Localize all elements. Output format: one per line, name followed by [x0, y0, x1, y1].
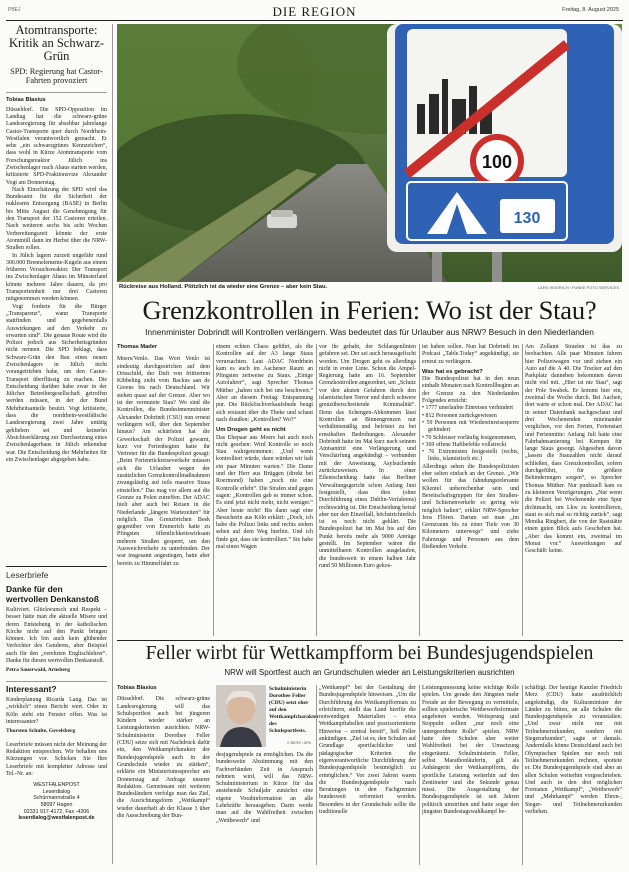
main-col-3 — [319, 344, 416, 570]
main-col-text: Allerdings sehen die Bundespolizisten eher selten einfach an der Grenze. „Wir wollen für das fahndungsrelevante Klientel unberechenbar sein und Bereitschaftsgruppen für den Straßen- und Schienenverkehr so gering wie möglich halten“, erklärt NRW-Sprecher Jens Flören. Darum sei man „im Grenzraum bis zu einer Tiefe von 30 Kilometern unterwegs“ und ziehe Fahrzeuge und Personen aus dem fließenden Verkehr. — [422, 463, 519, 551]
issue-date: Freitag, 8. August 2025 — [562, 7, 619, 13]
portrait-illustration — [216, 685, 266, 747]
bottom-headline: Feller wirbt für Wettkampfform bei Bundesjugendspielen — [145, 643, 594, 664]
column-divider — [522, 685, 523, 865]
address-line: Leserdialog — [42, 788, 71, 795]
letters-note: Leserbriefe müssen nicht der Meinung der Redaktion entsprechen. Wir behalten uns Kürzungen vor. Schicken Sie Ihre Leserbriefe mit kompletter Adresse und Tel.-Nr. an: — [6, 741, 107, 777]
speed-limit-130: 130 — [513, 210, 541, 227]
bottom-author: Tobias Blasius — [117, 685, 157, 691]
main-col-text: Moers/Venlo. Das Wort Venlo ist eindeutig durchgestrichen auf dem Ortsschild, der Duft von frittiertem Kibbeling zieht vom Backus aan de Greens bis nach Deutschland. Wir stehen quasi auf der Grenze. Aber wo ist der vermutete Stau? Wo sind die Kontrollen, die Bundesinnenminister Alexander Dobrindt (CSU) nun erneut verlängern will, über den September hinaus? Am schärfsten hat die Gewerkschaft der Polizei gewarnt, kurz vor Ferienbeginn hatte ihr Vertreter für die Bundespolizei gesagt: „Beim Ferienrückreiseverkehr müssen sich die Urlauber wegen der zusätzlichen Grenzkontrollmaßnahmen zwangsläufig auf teils massive Staus einstellen.“ Das mag vor allem auf die Grenze zu Polen zutreffen. Der ADAC hielt aber auch bei Reisen in die Niederlande „längere Wartezeiten“ für möglich. Das Grenzörtchen Beek gegenüber von Emmerich hatte zu Pfingsten öffentlichkeitswirksam mehrere Straßen gesperrt, um den Ausweichverkehr zu unterbinden. Der war insgesamt angestiegen, hatte aber bereits zu Himmelfahrt zu — [117, 356, 210, 567]
main-headline: Grenzkontrollen in Ferien: Wo ist der Stau? — [142, 295, 597, 325]
letter2-title: Interessant? — [6, 681, 107, 695]
letter2-body: Kinderplanung Ricarda Lang. Das ist „wirklich“ einen Bericht wert. Oder in Köln steht ein Fenster offen. Was ist interessanter? — [6, 697, 107, 726]
main-col-text: tet haben sollen. Nun hat Dobrindt im Podcast „Table.Today“ angekündigt, sie erneut zu verlängern. — [422, 344, 519, 365]
bottom-col-3 — [319, 685, 416, 816]
bottom-col-4 — [422, 685, 519, 816]
photo-credit: LARS HEIDRICH / FUNKE FOTO SERVICES — [537, 285, 619, 290]
letter2-author: Thorsten Schulte, Gevelsberg — [6, 728, 76, 735]
list-item: • 1777 unerlaubte Einreisen verhindert — [422, 405, 514, 412]
section-title: DIE REGION — [272, 4, 357, 19]
side-body — [6, 107, 107, 465]
photo-illustration — [117, 24, 622, 282]
main-col-5 — [525, 344, 622, 556]
speed-limit-100: 100 — [481, 152, 513, 172]
main-col-text: Die Bundespolizei hat in den neun einhalb Monaten nach Kontrollbeginn an der Grenze zu den Niederlanden Folgendes erreicht: — [422, 376, 519, 405]
column-divider — [419, 685, 420, 865]
address-line: 02331 917-4172, Fax -4206 — [23, 808, 90, 815]
column-divider — [316, 685, 317, 865]
side-subhead: SPD: Regierung hat Castor-Fahrten provoziert — [10, 66, 103, 86]
main-col-1 — [117, 344, 210, 568]
portrait-credit: © BERG / DPA — [287, 741, 311, 745]
main-col-text: Am Zollamt Straelen ist das zu beobachten. Alle paar Minuten fahren hier Polizeiwagen vor und ziehen ein Auto auf die A 40. Die Trucker auf den Parkplatz danneben bekommen davon nicht viel mit. „Hier ist nie Stau“, sagt der Pole Swabek. Er kommt hier ein, zweimal die Woche durch. Bei Aachen, dort warte er schon mal. Der ADAC hat in seiner Datenbank nachgeschaut und drei Wochenenden miteinander verglichen, vor den Ferien, Ferienstart und Ferienmitte: Anfang Juli hatte eine Fahrbahnsanierung bei Kempen für lange Staus gesorgt. Abgesehen davon „lassen die Stauzahlen nicht darauf schließen, dass Grenzkontrollen, sofern durchgeführt, für größere Behinderungen sorgen“, so Sprecher Thomas Müther. Nur punktuell kam es zu kleineren Verzögerungen. „Nur wenn die Polizei bei Wochenende eine Spur dichtmacht, um Lkw zu kontrollieren, staut es sich mal so richtig zurück“, sagt Monika Ringbert, die von der Raststätte einen guten Blick aufs Geschehen hat. „Aber das kommt ein, zweimal im Monat vor.“ Auswirkungen auf Geschäft: keine. — [525, 344, 622, 555]
bottom-col-text: Leistungsmessung keine wichtige Rolle spielen. Um gerade den Jüngsten mehr Freude an der Bewegung zu vermitteln, sollten spielerische Wettbewerbsformate angeboten werden. Weitsprung und Stoppuhr sollten „nur noch eine untergeordnete Rolle“ spielen. NRW hatte den Schulen aber weiter Wahlfreiheit bei der Umsetzung eingeräumt. Schulministerin Feller, selbst Marathonläuferin, gilt als Anhängerin der Wettkampfform, die sportliche Leistung weiterhin auf den Zentimeter und die Sekunde genau misst. Die Ausgestaltung der Bundesjugendspiele ist seit Jahren politisch umstritten und hatte sogar den jüngsten Bundestagswahlkampf be- — [422, 685, 519, 816]
main-fact-list — [422, 405, 519, 463]
main-col-4 — [422, 344, 519, 551]
portrait-caption: Schulministerin Dorothee Feller (CDU) setzt eher auf den Wettkampfcharakter des Schulsportfests. — [269, 686, 319, 734]
bottom-col-text: schäftigt. Der heutige Kanzler Friedrich Merz (CDU) hatte ausdrücklich angekündigt, die Kultusminister der Länder zu bitten, an alle Schulen die Bundesjugendspiele zu veranstalten. „Und zwar nicht nur mit Teilnehmerurkunden, sondern mit Siegerurkunden“, sagte er damals. Andernfalls könne Deutschland auch bei Olympischen Spielen nur noch mit Teilnehmerurkunden rechnen, spottete er. Die Bundesjugendspiele sind aber an allen Schulen weiterhin vorgeschrieben. Und auch in den drei möglichen Formaten „Wettkampf“, „Wettbewerb“ und „Mehrkampf“ werden Ehren-, Sieger- und Teilnehmerurkunden verliehen. — [525, 685, 622, 816]
letters-section-label: Leserbriefe — [6, 566, 107, 580]
list-item: • 70 Schleuser vorläufig festgenommen, — [422, 434, 517, 441]
list-item: • 76 Extremisten festgestellt (rechts, links, islamistisch etc.) — [422, 449, 519, 463]
letters-box — [6, 566, 107, 822]
main-col-text: vor ihr gehabt, der Schlangenlinien gefahren sei. Der sei auch herausgefischt worden. Um Drogen geht es allerdings nicht in erster Linie. Schon die Ampel-Regierung hatte am 16. September Grenzkontrollen angeordnet, um „Schutz vor den akuten Gefahren durch den islamistischen Terror und durch schwere grenzüberschreitende Kriminalität“. Denn das Schengen-Abkommen lässt Kontrollen an Binnengrenzen nur verhältnismäßig und befristet zu bei ernsthaften Bedrohungen. Alexander Dobrindt hatte im Mai kurz nach seinem Amtsantritt eine Verlängerung und Verschärfung angekündigt – verbunden mit der Anweisung, Asylsuchende zurückzuweisen. In einer Eilentscheidung hatte das Berliner Verwaltungsgericht schon Anfang Juni festgestellt, dass dies (ohne Durchführung eines Dublin-Verfahrens) rechtswidrig ist. Die Entscheidung betraf aber nur den Einzelfall, höchstrichterlich ist es noch nicht geklärt. Die Bundespolizei hat im Mai bis auf den Punkt bereits mehr als 9000 Anträge gestellt. Im September wären die unmittelbaren Kontrollen ausgelaufen, die bundesweit in einem halben Jahr rund 50 Millionen Euro gekos- — [319, 344, 416, 569]
address-line: 58097 Hagen — [40, 801, 73, 808]
main-subhead: Innenminister Dobrindt will Kontrollen verlängern. Was bedeutet das für Urlauber aus NRW? Besuch in den Niederlanden — [145, 327, 594, 337]
column-divider — [213, 344, 214, 636]
letters-address — [6, 782, 107, 822]
side-paragraph: In Jülich lagern zurzeit ungefähr rund 300.000 Brennelemente-Kugeln aus einem früheren Versuchsreaktor. Der Transport ins Zwischenlager Ahaus im Münsterland könnte mehrere Jahre dauern, da pro Transporteinheit nur drei Castoren mitgenommen werden können. — [6, 252, 107, 303]
main-crosshead: Um Drogen geht es nicht — [216, 427, 286, 434]
page-marker: PBEJ — [8, 7, 21, 13]
column-divider — [522, 344, 523, 636]
main-author: Thomas Mader — [117, 344, 158, 350]
side-paragraph: Nach Einschätzung der SPD wird das Bundesamt für die Sicherheit der nuklearen Entsorgung (BASE) in Berlin bis Mitte August die Genehmigung für den Transport der 152 Castoren erteilen. Nach weiteren sechs bis acht Wochen Vorbereitungszeit könnte der erste Atommüll dann im Herbst über die NRW-Straßen rollen. — [6, 186, 107, 252]
header-rule — [6, 20, 623, 21]
address-line: Schürmannstraße 4 — [33, 795, 80, 802]
bottom-col-5 — [525, 685, 622, 816]
bottom-subhead: NRW will Sportfest auch an Grundschulen wieder an Leistungskriterien ausrichten — [224, 668, 515, 677]
column-divider — [316, 344, 317, 636]
bottom-col-text: Düsseldorf. Die schwarz-grüne Landesregierung will das Schulsportfest auch bei jüngeren Kindern wieder stärker an Leistungskriterien ausrichten. NRW-Schulministerin Dorothee Feller (CDU) setze sich mit Nachdruck dafür ein, den Wettkampfcharakter der Bundesjugendspiele auch in der Grundschule wieder zu stärken“, erklärte ein Ministeriumssprecher am Donnerstag auf Anfrage unserer Redaktion. Gemeinsam mit weiteren Bundesländern verfolge man das Ziel, die Ausrichtungsform „Wettkampf“ wieder dauerhaft ab der Klasse 3 über die Ausschreibung der Bun- — [117, 696, 210, 820]
main-col-text: Das Ehepaar aus Moers hat auch noch nicht gesehen: Wird Kontrolle so noch Stau wahrgenommen: „Und wenn kontrolliert würde, dann würden wir halt ein paar Minuten warten.“ Die Dame und der Herr aus Brüggen (direkt bei Roermond) haben „noch nie eine Kontrolle erlebt“. Die Strafen sind gegen sagen: „Kontrollen gab es immer schon. Es sind jetzt nicht mehr, nicht weniger.“ Aber heute nicht! Bis dann sagt eine Besucherin aus Köln erklärt: „Doch, ich habe die Polizei links und rechts stehen sehen auf dem Weg hierhin. Und ich finde gut, dass sie kontrolliert.“ Sie habe mal einen Wagen — [216, 434, 313, 551]
letter1-body: Kultiviert. Glückwunsch und Respekt – besser hätte man die aktuelle Misere und deren Entstehung in der katholischen Kirche nicht auf den Punkt bringen können. Ich bin auch kein glühender Verfechter des Genderns, aber Beispiel auch für den „verehrten Englischlehrer“. Danke für diesen wertvollen Denkanstoß. — [6, 607, 107, 665]
bottom-col-text: „Wettkampf“ bei der Gestaltung der Bundesjugendspiele hinweisen. „Um die Durchführung des Wettkampfformats zu erleichtern, stellt das Land hierfür die notwendigen Materialien – etwa Wettkampftabellen und praxisorientierte Hinweise – zentral bereit“, ließ Feller ankündigen. „Ziel ist es, den Schulen auf Grundlage sportfachlicher und pädagogischer Kriterien die eigenverantwortliche Durchführung der Bundesjugendspiele bestmöglich zu ermöglichen.“ Vor zwei Jahren waren die Bundesjugendspiele nach Beratungen in den Fachgremien bundesweit reformiert worden. Besonders in der Grundschule sollte die traditionelle — [319, 685, 416, 816]
letter1-title: Danke für den wertvollen Denkanstoß — [6, 584, 100, 604]
bottom-col-2 — [216, 752, 313, 825]
side-paragraph: Düsseldorf. Die SPD-Opposition im Landtag hat die schwarz-grüne Landesregierung für absehbar jahrelange Castor-Transporte quer durch Nordrhein-Westfalen verantwortlich gemacht. Er sehe „ein schwarzgrünes Kennzeichen“, dass wohl in Kürze Atomtransporte vom Forschungsreaktor Jülich ins Zwischenlager nach Ahaus starten werden, kritisierte SPD-Fraktionsvize Alexander Vogt am Donnerstag. — [6, 106, 107, 186]
main-col-2 — [216, 344, 313, 551]
letter1-author: Petra Sauerwald, Arnsberg — [6, 667, 71, 674]
border-photo — [117, 24, 622, 282]
list-item: • 812 Personen zurückgewiesen — [422, 412, 497, 419]
bottom-col-text: desjugendspiele zu ermöglichen. Da die bundesweite Abstimmung mit den Fachverbänden Zeit in Anspruch nehmen wird, will das NRW-Schulministerium in Kürze für das anstehende Schuljahr zunächst eine eigene Vorabinformation an alle Lehrkräfte herausgeben. Darin werde man auf die Wahlfreiheit zwischen „Wettbewerb“ und — [216, 752, 313, 824]
address-line: WESTFALENPOST — [33, 782, 80, 789]
list-item: • 369 offene Haftbefehle vollstreckt — [422, 441, 507, 448]
bottom-col-1 — [117, 685, 210, 820]
main-col-text: einem echten Chaos geführt, als die Kontrollen auf der A3 lange Staus verursachten. Laut ADAC Nordrhein kam es auch im Aachener Raum an Pfingsten zeitweise zu Staus. „Einige Autofahrer“, sagt Sprecher Thomas Müther „haben sich bei uns beschwert.“ Aber an diesem Freitag: Entspannung pur. Die Rückfischverkaufsbude beugt sich erstaunt über die Theke und schaut nach draußen: „Kontrollen? Wo?“ — [216, 344, 313, 423]
main-crosshead: Was hat es gebracht? — [422, 368, 483, 375]
feller-portrait — [216, 685, 266, 747]
story-separator — [117, 640, 623, 641]
side-author: Tobias Blasius — [6, 92, 107, 103]
photo-caption: Rückreise aus Holland. Plötzlich ist da wieder eine Grenze – aber kein Stau. — [119, 284, 328, 290]
side-story — [6, 24, 107, 464]
side-headline: Atomtransporte: Kritik an Schwarz-Grün — [8, 23, 105, 64]
column-divider — [419, 344, 420, 636]
column-divider — [112, 24, 113, 864]
side-paragraph: Vogt forderte für die Bürger „Transparenz“, wann Transporte stattfinden und gegebenenfalls Auswirkungen auf den Verkehr zu erwarten sind“. Die genaue Route wird die Polizei jedoch aus Sicherheitsgründen nicht nennen. Die SPD beklagt, dass Schwarz-Grün den Bau eines neuen Zwischenlagers in Jülich nicht vorangetrieben habe, um den Castor-Transport überflüssig zu machen. Die Entscheidung darüber habe zwar in der Jülicher Betreibergesellschaft getroffen werden müssen, in der der Bund Mehrheitsanteile besitzt. Vogt kritisierte, dass die nordrhein-westfälische Landesregierung zwei Jahre untätig geblieben sei und keinerlei Absichtserklärung zur Durchsetzung eines Zwischenlagerbaus in Jülich erkennbar war. Die Entscheidung der Mehrheiten für ein Zwischenlager abgegeben habe. — [6, 303, 107, 463]
list-item: • 59 Personen mit Wiedereinreisesperre gehindert — [422, 419, 519, 434]
letters-email[interactable]: leserdialog@westfalenpost.de — [18, 815, 95, 822]
